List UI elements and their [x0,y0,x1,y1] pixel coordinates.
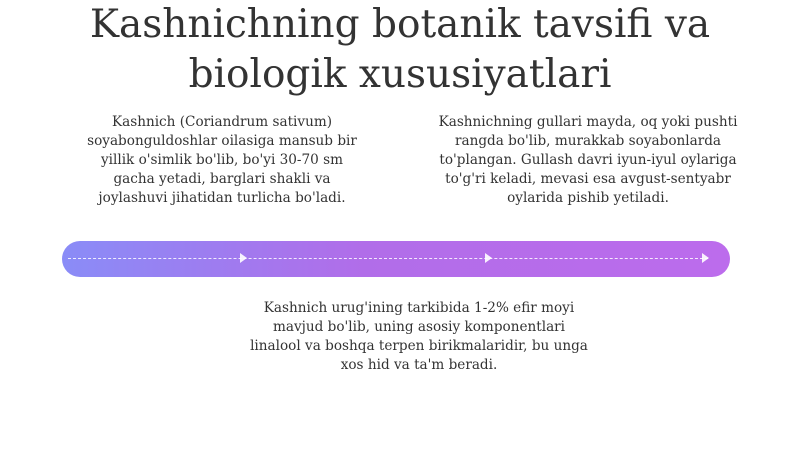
slide-title [0,0,800,100]
text-line: mavjud bo'lib, uning asosiy komponentlari [272,319,566,335]
text-block-bottom [240,299,598,375]
text-line: to'plangan. Gullash davri iyun-iyul oylariga [439,152,737,168]
title-line-2: biologik xususiyatlari [188,52,612,97]
text-line: soyabonguldoshlar oilasiga mansub bir [87,133,357,149]
timeline-bar [62,241,730,277]
text-line: Kashnichning gullari mayda, oq yoki pushti [438,114,738,130]
text-block-right [410,113,766,208]
text-line: rangda bo'lib, murakkab soyabonlarda [454,133,722,149]
text-line: Kashnich urug'ining tarkibida 1-2% efir moyi [263,300,575,316]
text-line: joylashuvi jihatidan turlicha bo'ladi. [98,190,346,206]
arrow-right-icon [702,253,709,263]
text-line: xos hid va ta'm beradi. [340,357,498,373]
text-line: Kashnich (Coriandrum sativum) [111,114,333,130]
text-line: oylarida pishib yetiladi. [507,190,669,206]
text-line: to'g'ri keladi, mevasi esa avgust-sentyabr [445,171,731,187]
text-line: gacha yetadi, barglari shakli va [113,171,331,187]
text-line: yillik o'simlik bo'lib, bo'yi 30-70 sm [100,152,344,168]
arrow-right-icon [485,253,492,263]
text-block-left [72,113,372,208]
timeline-dashed-line [68,258,708,259]
arrow-right-icon [240,253,247,263]
text-line: linalool va boshqa terpen birikmalaridir, bu unga [250,338,588,354]
title-line-1: Kashnichning botanik tavsifi va [89,2,711,47]
